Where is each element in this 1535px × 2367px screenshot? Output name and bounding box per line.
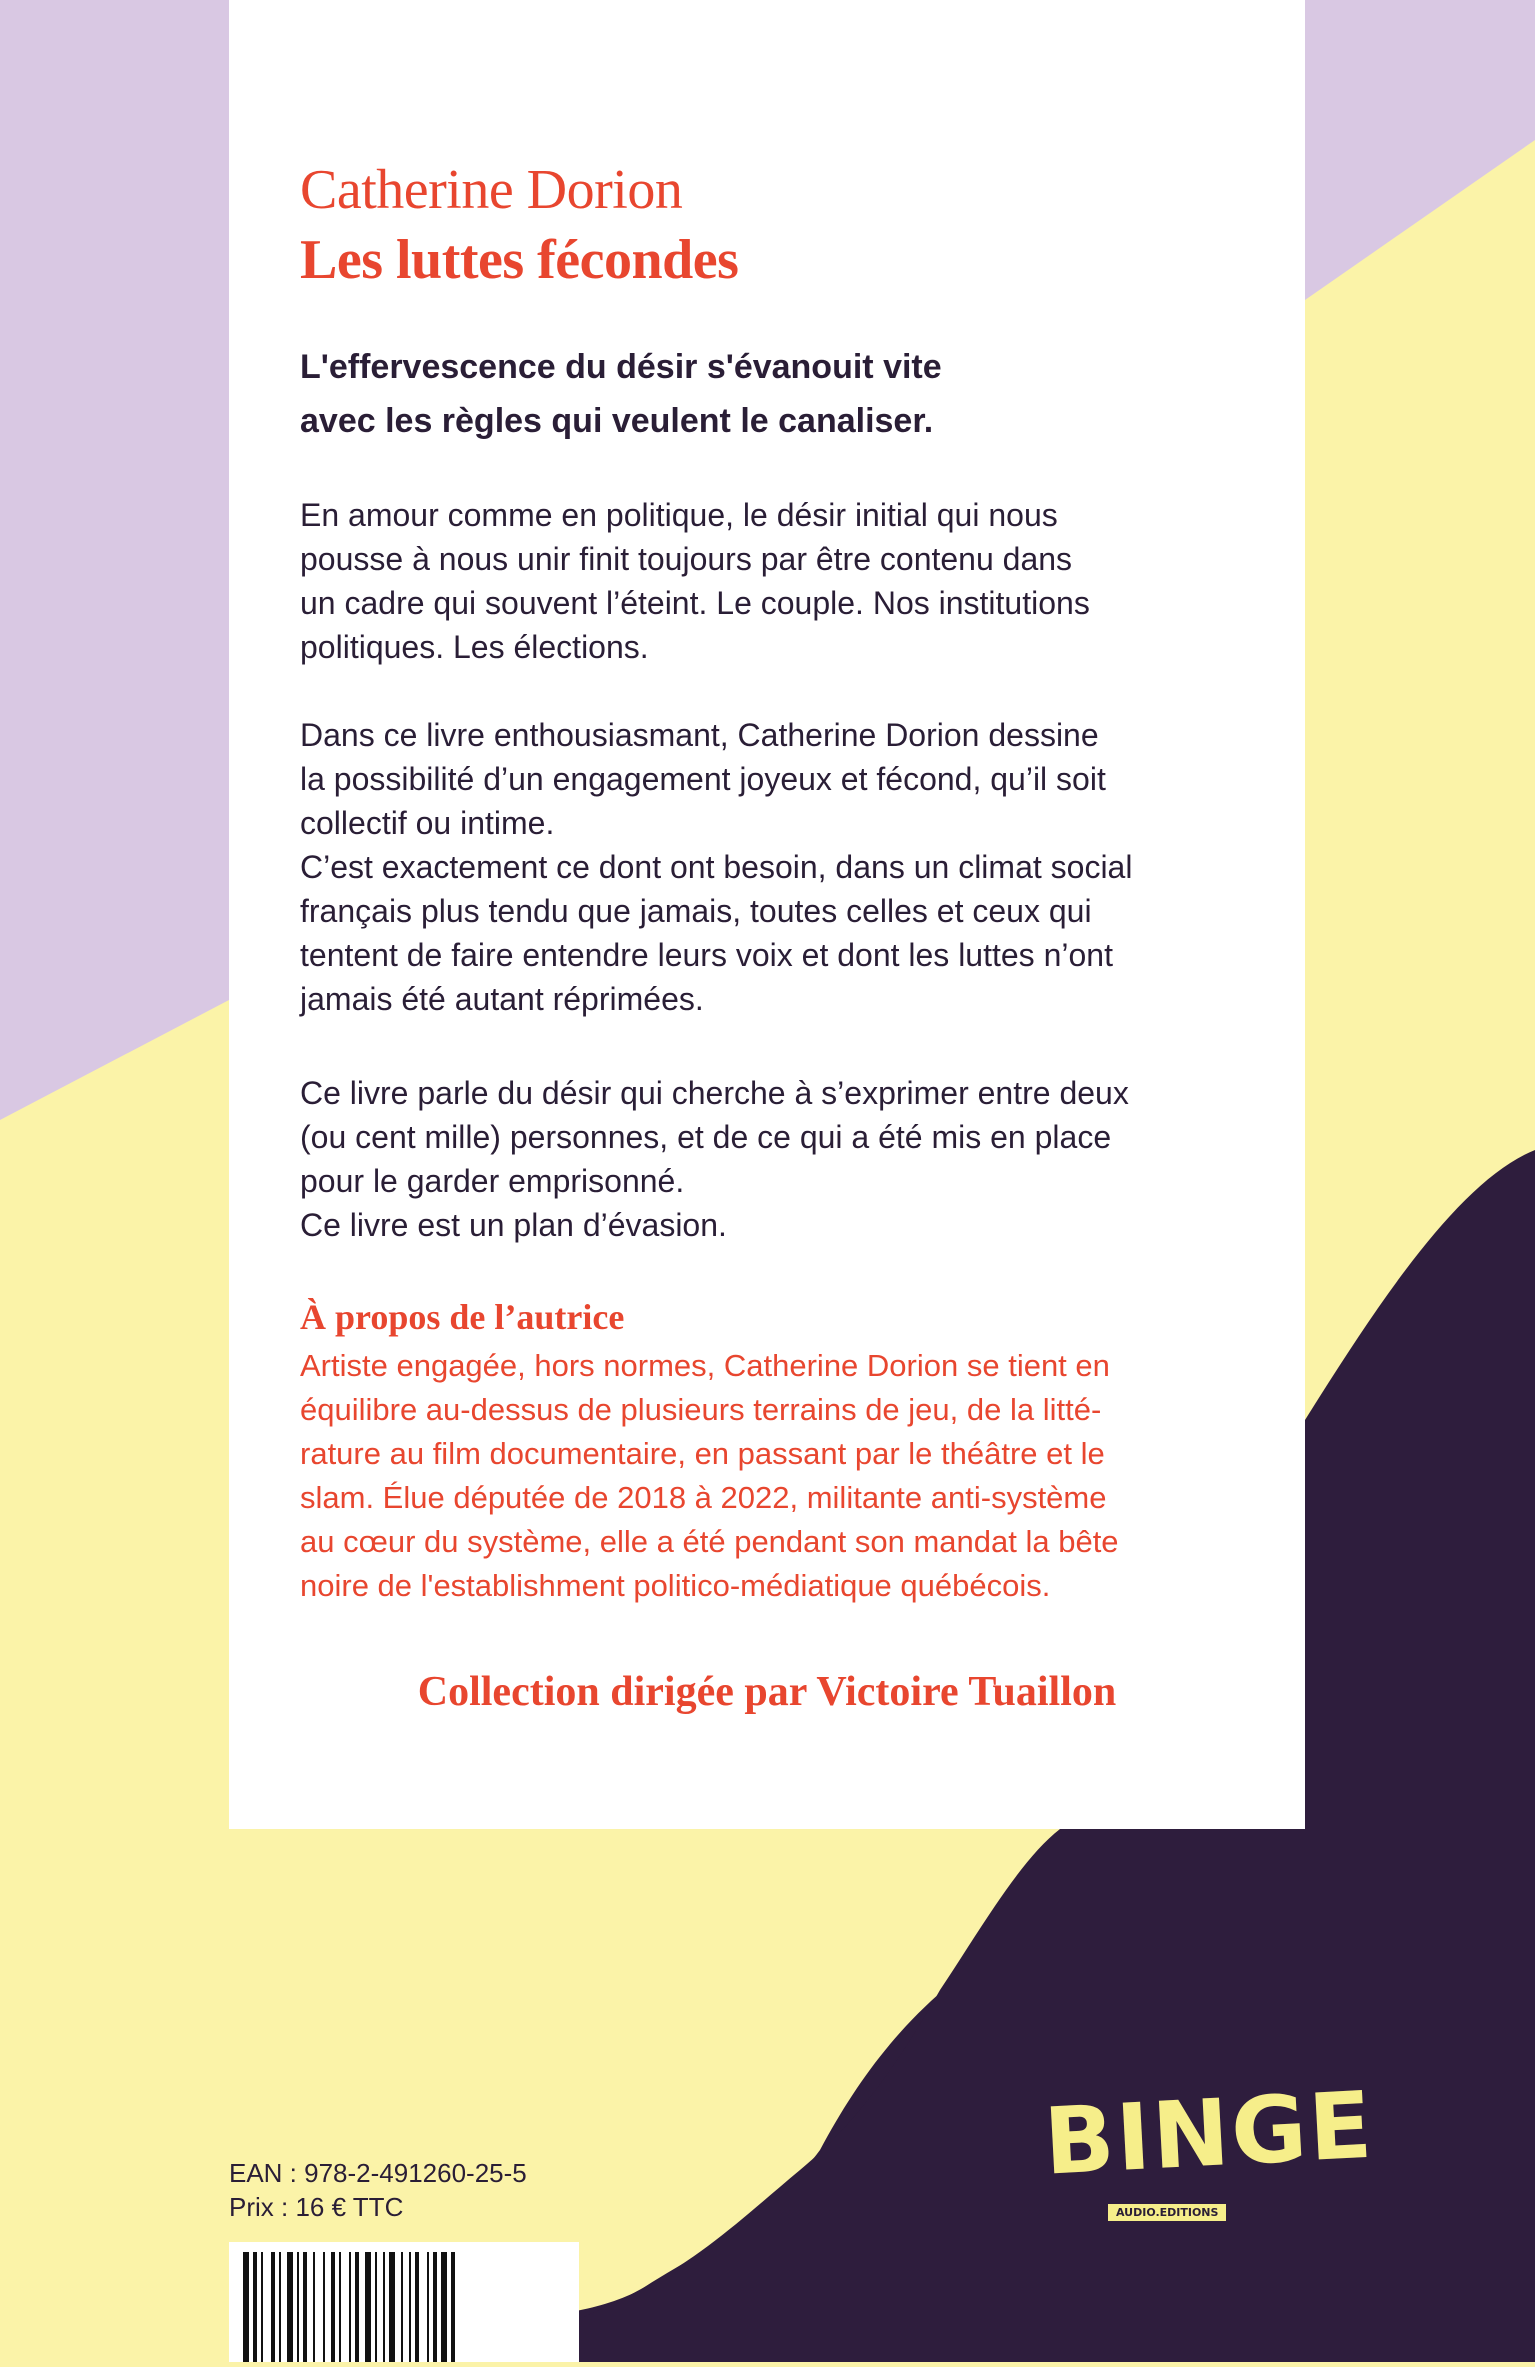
paragraph-3: [300, 1071, 1260, 1247]
barcode: [229, 2242, 579, 2362]
lavender-shape-left: [0, 0, 229, 1120]
about-heading: À propos de l’autrice: [300, 1297, 625, 1337]
lead-line: L'effervescence du désir s'évanouit vite: [300, 348, 942, 386]
paragraph-1: [300, 493, 1260, 669]
about-line: rature au film documentaire, en passant par le théâtre et le: [300, 1436, 1105, 1471]
about-line: Artiste engagée, hors normes, Catherine Dorion se tient en: [300, 1348, 1110, 1383]
price: Prix : 16 € TTC: [229, 2192, 404, 2222]
lead-line: avec les règles qui veulent le canaliser.: [300, 402, 934, 440]
paragraph-line: pousse à nous unir finit toujours par être contenu dans: [300, 541, 1073, 577]
paragraph-line: la possibilité d’un engagement joyeux et fécond, qu’il soit: [300, 761, 1106, 797]
paragraph-line: un cadre qui souvent l’éteint. Le couple. Nos institutions: [300, 585, 1090, 621]
collection-credit: Collection dirigée par Victoire Tuaillon: [417, 1669, 1117, 1715]
logo-subtitle: AUDIO.EDITIONS: [1108, 2204, 1226, 2221]
paragraph-line: Dans ce livre enthousiasmant, Catherine Dorion dessine: [300, 717, 1099, 753]
paragraph-line: Ce livre parle du désir qui cherche à s’exprimer entre deux: [300, 1075, 1129, 1111]
barcode-icon: [229, 2242, 579, 2362]
about-line: équilibre au-dessus de plusieurs terrains de jeu, de la litté-: [300, 1392, 1102, 1427]
paragraph-line: jamais été autant réprimées.: [300, 981, 704, 1017]
paragraph-line: pour le garder emprisonné.: [300, 1163, 685, 1199]
book-title: Les luttes fécondes: [300, 229, 739, 291]
paragraph-line: collectif ou intime.: [300, 805, 555, 841]
paragraph-line: Ce livre est un plan d’évasion.: [300, 1207, 727, 1243]
about-line: slam. Élue députée de 2018 à 2022, militante anti-système: [300, 1480, 1107, 1515]
product-info: [229, 2156, 527, 2224]
paragraph-line: (ou cent mille) personnes, et de ce qui a été mis en place: [300, 1119, 1112, 1155]
paragraph-line: C’est exactement ce dont ont besoin, dans un climat social: [300, 849, 1133, 885]
lead-quote: [300, 340, 1260, 448]
paragraph-line: tentent de faire entendre leurs voix et dont les luttes n’ont: [300, 937, 1113, 973]
logo-word: BINGE: [1041, 2071, 1377, 2196]
author-name: Catherine Dorion: [300, 159, 683, 221]
paragraph-line: français plus tendu que jamais, toutes celles et ceux qui: [300, 893, 1092, 929]
paragraph-2: [300, 713, 1260, 1021]
about-line: noire de l'establishment politico-médiatique québécois.: [300, 1568, 1051, 1603]
about-text: [300, 1344, 1260, 1608]
ean-code: EAN : 978-2-491260-25-5: [229, 2158, 527, 2188]
paragraph-line: En amour comme en politique, le désir initial qui nous: [300, 497, 1058, 533]
about-line: au cœur du système, elle a été pendant son mandat la bête: [300, 1524, 1119, 1559]
publisher-logo: [1041, 2071, 1377, 2252]
paragraph-line: politiques. Les élections.: [300, 629, 649, 665]
